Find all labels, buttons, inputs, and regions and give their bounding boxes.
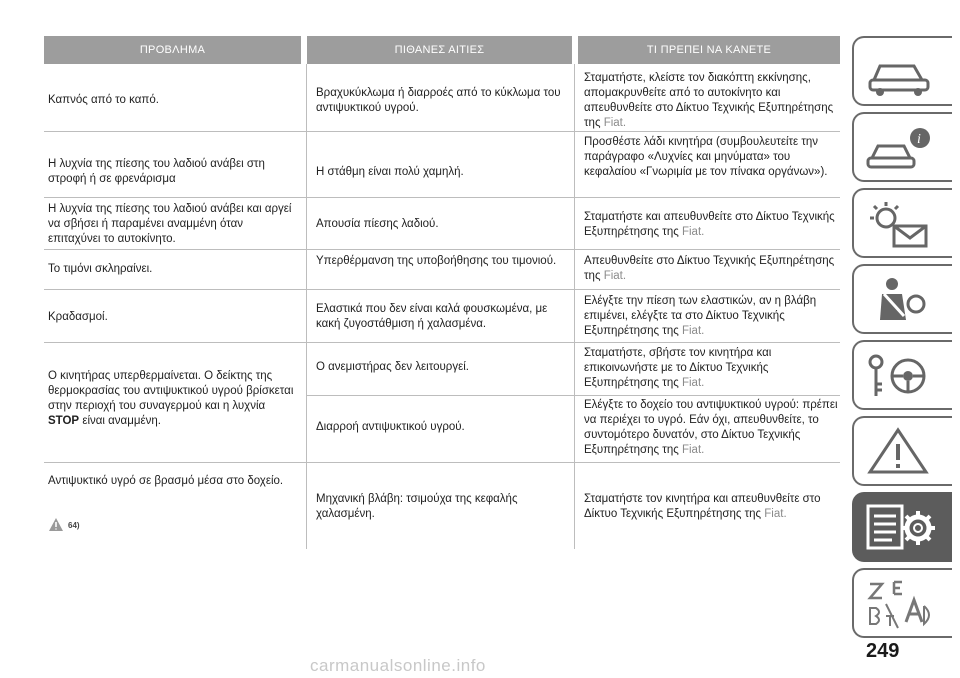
cause-cell: Ο ανεμιστήρας δεν λειτουργεί. <box>316 361 469 373</box>
tab-alphabetical-index[interactable] <box>852 568 952 638</box>
tab-warning-lights[interactable] <box>852 416 952 486</box>
key-steering-wheel-icon <box>864 350 934 402</box>
cause-cell: Απουσία πίεσης λαδιού. <box>316 218 439 230</box>
brand-text: Fiat. <box>681 325 705 337</box>
car-icon <box>864 46 934 98</box>
seatbelt-person-icon <box>864 274 934 326</box>
tab-car-info[interactable] <box>852 112 952 182</box>
watermark: carmanualsonline.info <box>310 656 486 675</box>
table-row <box>44 343 840 463</box>
troubleshooting-table <box>44 64 840 549</box>
checklist-gear-icon <box>864 502 940 556</box>
stop-label: STOP <box>48 415 80 427</box>
header-causes: ΠΙΘΑΝΕΣ ΑΙΤΙΕΣ <box>307 36 572 64</box>
problem-cell: Καπνός από το καπό. <box>48 94 159 106</box>
action-cell: Ελέγξτε την πίεση των ελαστικών, αν η βλάβη επιμένει, ελέγξτε τα στο Δίκτυο Τεχνικής Εξυπηρέτησης της Fiat. <box>584 295 817 337</box>
tab-car-overview[interactable] <box>852 36 952 106</box>
cause-cell: Διαρροή αντιψυκτικού υγρού. <box>316 421 465 433</box>
action-cell: Σταματήστε τον κινητήρα και απευθυνθείτε στο Δίκτυο Τεχνικής Εξυπηρέτησης της Fiat. <box>584 493 821 520</box>
table-row <box>44 132 840 198</box>
table-row <box>44 290 840 343</box>
svg-text:i: i <box>917 132 921 147</box>
table-row <box>44 250 840 290</box>
problem-cell: Κραδασμοί. <box>48 311 108 323</box>
action-cell: Απευθυνθείτε στο Δίκτυο Τεχνικής Εξυπηρέτησης της Fiat. <box>584 255 835 282</box>
table-header <box>44 36 840 64</box>
brand-text: Fiat. <box>764 508 787 520</box>
tab-maintenance[interactable] <box>852 492 952 562</box>
brand-text: Fiat. <box>681 226 705 238</box>
brand-text: Fiat. <box>681 444 705 456</box>
light-envelope-icon <box>864 198 934 250</box>
warning-reference: 64) <box>48 517 80 533</box>
action-cell: Ελέγξτε το δοχείο του αντιψυκτικού υγρού: πρέπει να περιέχει το υγρό. Εάν όχι, απευθυνθείτε, το συντομότερο δυνατόν, στο Δίκτυο Τεχνικής Εξυπηρέτησης της Fiat. <box>584 399 838 456</box>
header-problem: ΠΡΟΒΛΗΜΑ <box>44 36 301 64</box>
cause-cell: Μηχανική βλάβη: τσιμούχα της κεφαλής χαλασμένη. <box>316 493 518 520</box>
action-cell: Προσθέστε λάδι κινητήρα (συμβουλευτείτε την παράγραφο «Λυχνίες και μηνύματα» του κεφαλαίου «Γνωριμία με τον πίνακα οργάνων»). <box>584 136 828 178</box>
cause-cell: Βραχυκύκλωμα ή διαρροές από το κύκλωμα του αντιψυκτικού υγρού. <box>316 87 561 114</box>
table-row <box>44 463 840 549</box>
cause-cell: Ελαστικά που δεν είναι καλά φουσκωμένα, με κακή ζυγοστάθμιση ή χαλασμένα. <box>316 303 548 330</box>
brand-text: Fiat. <box>681 377 705 389</box>
tab-safety[interactable] <box>852 264 952 334</box>
warning-triangle-icon <box>48 517 64 533</box>
action-cell: Σταματήστε, κλείστε τον διακόπτη εκκίνησης, απομακρυνθείτε από το αυτοκίνητο και απευθυνθείτε στο Δίκτυο Τεχνικής Εξυπηρέτησης της Fiat. <box>584 72 834 129</box>
car-info-icon <box>864 122 934 174</box>
header-actions: ΤΙ ΠΡΕΠΕΙ ΝΑ ΚΑΝΕΤΕ <box>578 36 840 64</box>
problem-cell: Το τιμόνι σκληραίνει. <box>48 263 153 275</box>
brand-text: Fiat. <box>603 270 627 282</box>
problem-cell: Αντιψυκτικό υγρό σε βρασμό μέσα στο δοχείο. <box>48 475 284 487</box>
table-row <box>44 198 840 250</box>
cause-cell: Η στάθμη είναι πολύ χαμηλή. <box>316 166 464 178</box>
action-cell: Σταματήστε, σβήστε τον κινητήρα και επικοινωνήστε με το Δίκτυο Τεχνικής Εξυπηρέτησης της Fiat. <box>584 347 772 389</box>
action-cell: Σταματήστε και απευθυνθείτε στο Δίκτυο Τεχνικής Εξυπηρέτησης της Fiat. <box>584 211 835 238</box>
table-row <box>44 64 840 132</box>
tab-lights-messages[interactable] <box>852 188 952 258</box>
alphabet-index-icon <box>864 578 934 630</box>
tab-starting-driving[interactable] <box>852 340 952 410</box>
brand-text: Fiat. <box>603 117 627 129</box>
cause-cell: Υπερθέρμανση της υποβοήθησης του τιμονιού. <box>316 255 557 267</box>
page-number: 249 <box>866 640 900 662</box>
problem-cell: Ο κινητήρας υπερθερμαίνεται. Ο δείκτης της θερμοκρασίας του αντιψυκτικού υγρού βρίσκεται στην περιοχή του συναγερμού και η λυχνία STOP είναι αναμμένη. <box>48 370 294 427</box>
warning-triangle-icon <box>864 426 934 478</box>
problem-cell: Η λυχνία της πίεσης του λαδιού ανάβει και αργεί να σβήσει ή παραμένει αναμμένη όταν επιταχύνει το αυτοκίνητο. <box>48 203 292 245</box>
problem-cell: Η λυχνία της πίεσης του λαδιού ανάβει στη στροφή ή σε φρενάρισμα <box>48 158 265 185</box>
chapter-tabs <box>852 36 960 644</box>
